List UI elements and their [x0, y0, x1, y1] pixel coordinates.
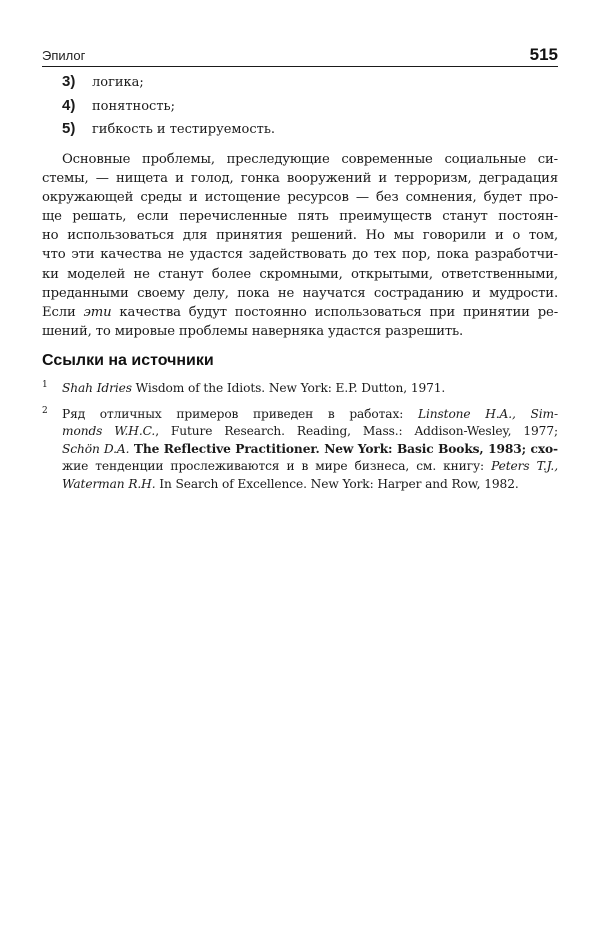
footnote-author: Schön D.A.: [62, 441, 130, 456]
paragraph-line: преданными своему делу, пока не научатся состраданию и мудрости.: [42, 285, 558, 301]
paragraph-line: окружающей среды и истощение ресурсов — без сомнения, будет про-: [42, 190, 558, 206]
footnote-author: monds W.H.C.: [62, 424, 156, 439]
footnote-line: [62, 476, 558, 494]
list-item-text: логика;: [92, 75, 144, 90]
footnote-author: Peters T.J.,: [491, 459, 558, 474]
paragraph-text: качества будут постоянно использоваться при принятии ре-: [111, 304, 558, 320]
paragraph-line: стемы, — нищета и голод, гонка вооружений и терроризм, деградация: [42, 171, 558, 187]
footnote-author: Linstone H.A., Sim-: [417, 406, 559, 421]
paragraph-line: ки моделей не станут более скромными, открытыми, ответственными,: [42, 266, 558, 282]
footnote-2: [42, 406, 558, 494]
page-number: 515: [529, 45, 558, 64]
footnote-text: Ряд отличных примеров приведен в работах:: [62, 406, 418, 421]
footnote-author: Shah Idries: [62, 381, 132, 395]
footnotes: [42, 380, 558, 494]
footnote-line: [62, 406, 558, 424]
running-header: [42, 46, 558, 67]
list-item-number: 5): [62, 120, 76, 137]
list-item-number: 3): [62, 73, 76, 90]
list-item-number: 4): [62, 96, 76, 114]
footnote-line: [62, 458, 558, 476]
paragraph-text: Если: [42, 304, 84, 320]
footnote-line: [62, 423, 558, 441]
footnote-text: Wisdom of the Idiots. New York: E.P. Dutton, 1971.: [131, 381, 446, 395]
footnote-marker: 2: [42, 405, 48, 416]
footnote-text: жие тенденции прослеживаются и в мире бизнеса, см. книгу:: [62, 459, 492, 474]
paragraph-line: ще решать, если перечисленные пять преимуществ станут постоян-: [42, 209, 558, 225]
paragraph-line: что эти качества не удастся задействовать до тех пор, пока разработчи-: [42, 247, 558, 263]
footnote-text: The Reflective Practitioner. New York: Basic Books, 1983; схо-: [129, 441, 558, 456]
chapter-title: Эпилог: [42, 48, 86, 63]
footnote-text: In Search of Excellence. New York: Harper and Row, 1982.: [155, 476, 519, 491]
body-paragraph: [42, 150, 558, 341]
footnote-marker: 1: [42, 380, 48, 390]
numbered-list: [62, 73, 532, 144]
paragraph-line: [42, 303, 558, 322]
footnote-line: [62, 380, 558, 398]
paragraph-line: Основные проблемы, преследующие современные социальные си-: [62, 152, 558, 167]
list-item-text: понятность;: [92, 98, 175, 114]
footnote-1: [42, 380, 558, 398]
footnote-line: [62, 441, 558, 459]
emphasis-word: эти: [83, 304, 112, 320]
footnote-text: , Future Research. Reading, Mass.: Addison-Wesley, 1977;: [155, 424, 558, 439]
footnote-author: Waterman R.H.: [62, 476, 156, 491]
section-heading: Ссылки на источники: [42, 352, 214, 369]
list-item: [62, 73, 532, 97]
paragraph-line: но использоваться для принятия решений. Но мы говорили и о том,: [42, 228, 558, 244]
list-item: [62, 120, 532, 144]
list-item-text: гибкость и тестируемость.: [92, 122, 276, 137]
list-item: [62, 97, 532, 121]
paragraph-line: шений, то мировые проблемы наверняка удастся разрешить.: [42, 323, 464, 339]
